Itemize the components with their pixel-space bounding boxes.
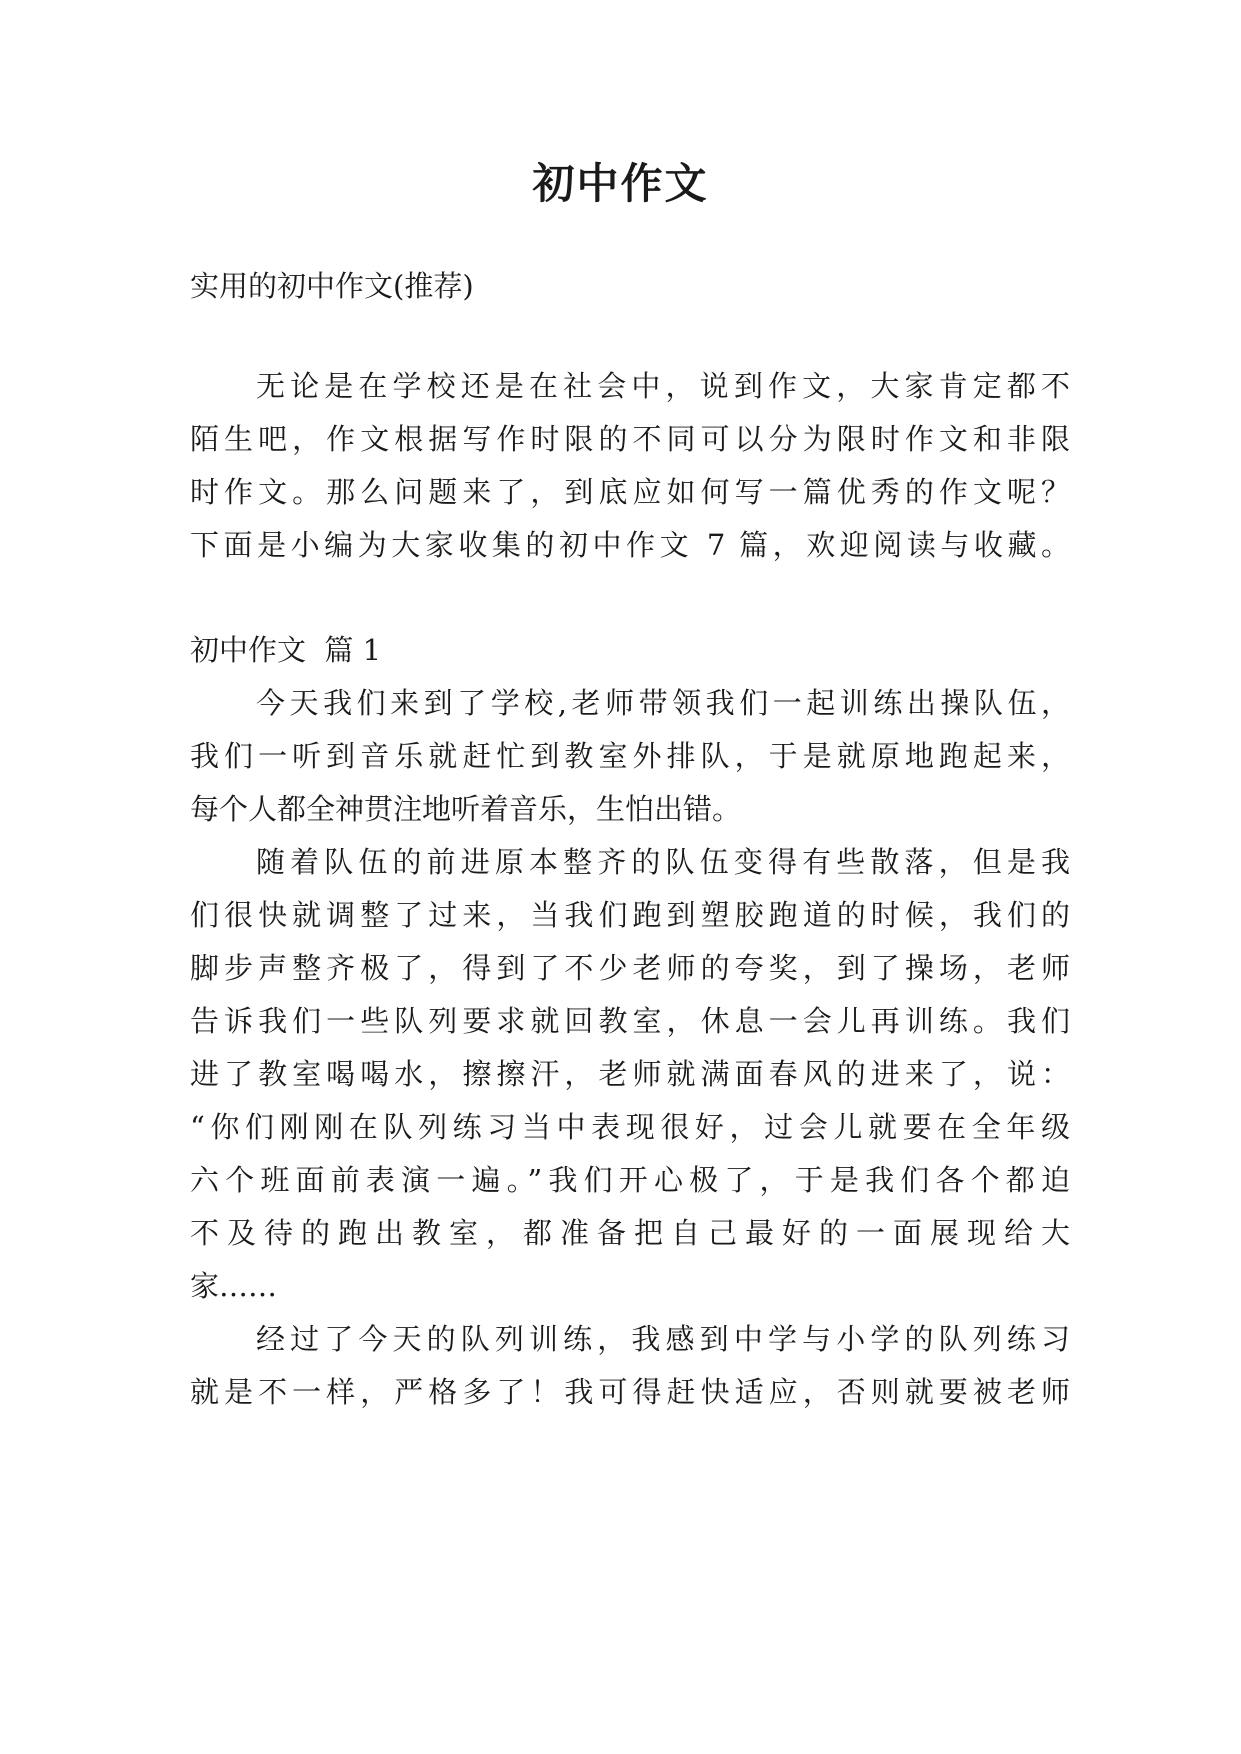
paragraph-line: 们很快就调整了过来，当我们跑到塑胶跑道的时候，我们的 <box>190 898 1070 932</box>
section-heading: 初中作文 篇 1 <box>190 633 382 667</box>
paragraph-line: 家…… <box>190 1269 278 1303</box>
paragraph-line: 不及待的跑出教室，都准备把自己最好的一面展现给大 <box>190 1216 1070 1250</box>
document-subtitle: 实用的初中作文(推荐) <box>190 269 474 303</box>
paragraph-line: “你们刚刚在队列练习当中表现很好，过会儿就要在全年级 <box>190 1110 1070 1144</box>
paragraph-line: 就是不一样，严格多了！我可得赶快适应，否则就要被老师 <box>190 1375 1070 1409</box>
paragraph-line: 脚步声整齐极了，得到了不少老师的夸奖，到了操场，老师 <box>190 951 1070 985</box>
paragraph-line: 进了教室喝喝水，擦擦汗，老师就满面春风的进来了，说： <box>190 1057 1070 1091</box>
paragraph-line: 今天我们来到了学校,老师带领我们一起训练出操队伍， <box>256 686 1070 720</box>
intro-line: 时作文。那么问题来了，到底应如何写一篇优秀的作文呢？ <box>190 475 1070 509</box>
paragraph-line: 经过了今天的队列训练，我感到中学与小学的队列练习 <box>256 1322 1070 1356</box>
intro-line: 下面是小编为大家收集的初中作文 7 篇，欢迎阅读与收藏。 <box>190 528 1070 562</box>
intro-line: 陌生吧，作文根据写作时限的不同可以分为限时作文和非限 <box>190 422 1070 456</box>
paragraph-line: 我们一听到音乐就赶忙到教室外排队，于是就原地跑起来， <box>190 739 1070 773</box>
paragraph-line: 六个班面前表演一遍。”我们开心极了，于是我们各个都迫 <box>190 1163 1070 1197</box>
paragraph-line: 告诉我们一些队列要求就回教室，休息一会儿再训练。我们 <box>190 1004 1070 1038</box>
intro-line: 无论是在学校还是在社会中，说到作文，大家肯定都不 <box>256 369 1070 403</box>
paragraph-line: 随着队伍的前进原本整齐的队伍变得有些散落，但是我 <box>256 845 1070 879</box>
document-title: 初中作文 <box>532 159 709 208</box>
paragraph-line: 每个人都全神贯注地听着音乐，生怕出错。 <box>190 792 742 826</box>
